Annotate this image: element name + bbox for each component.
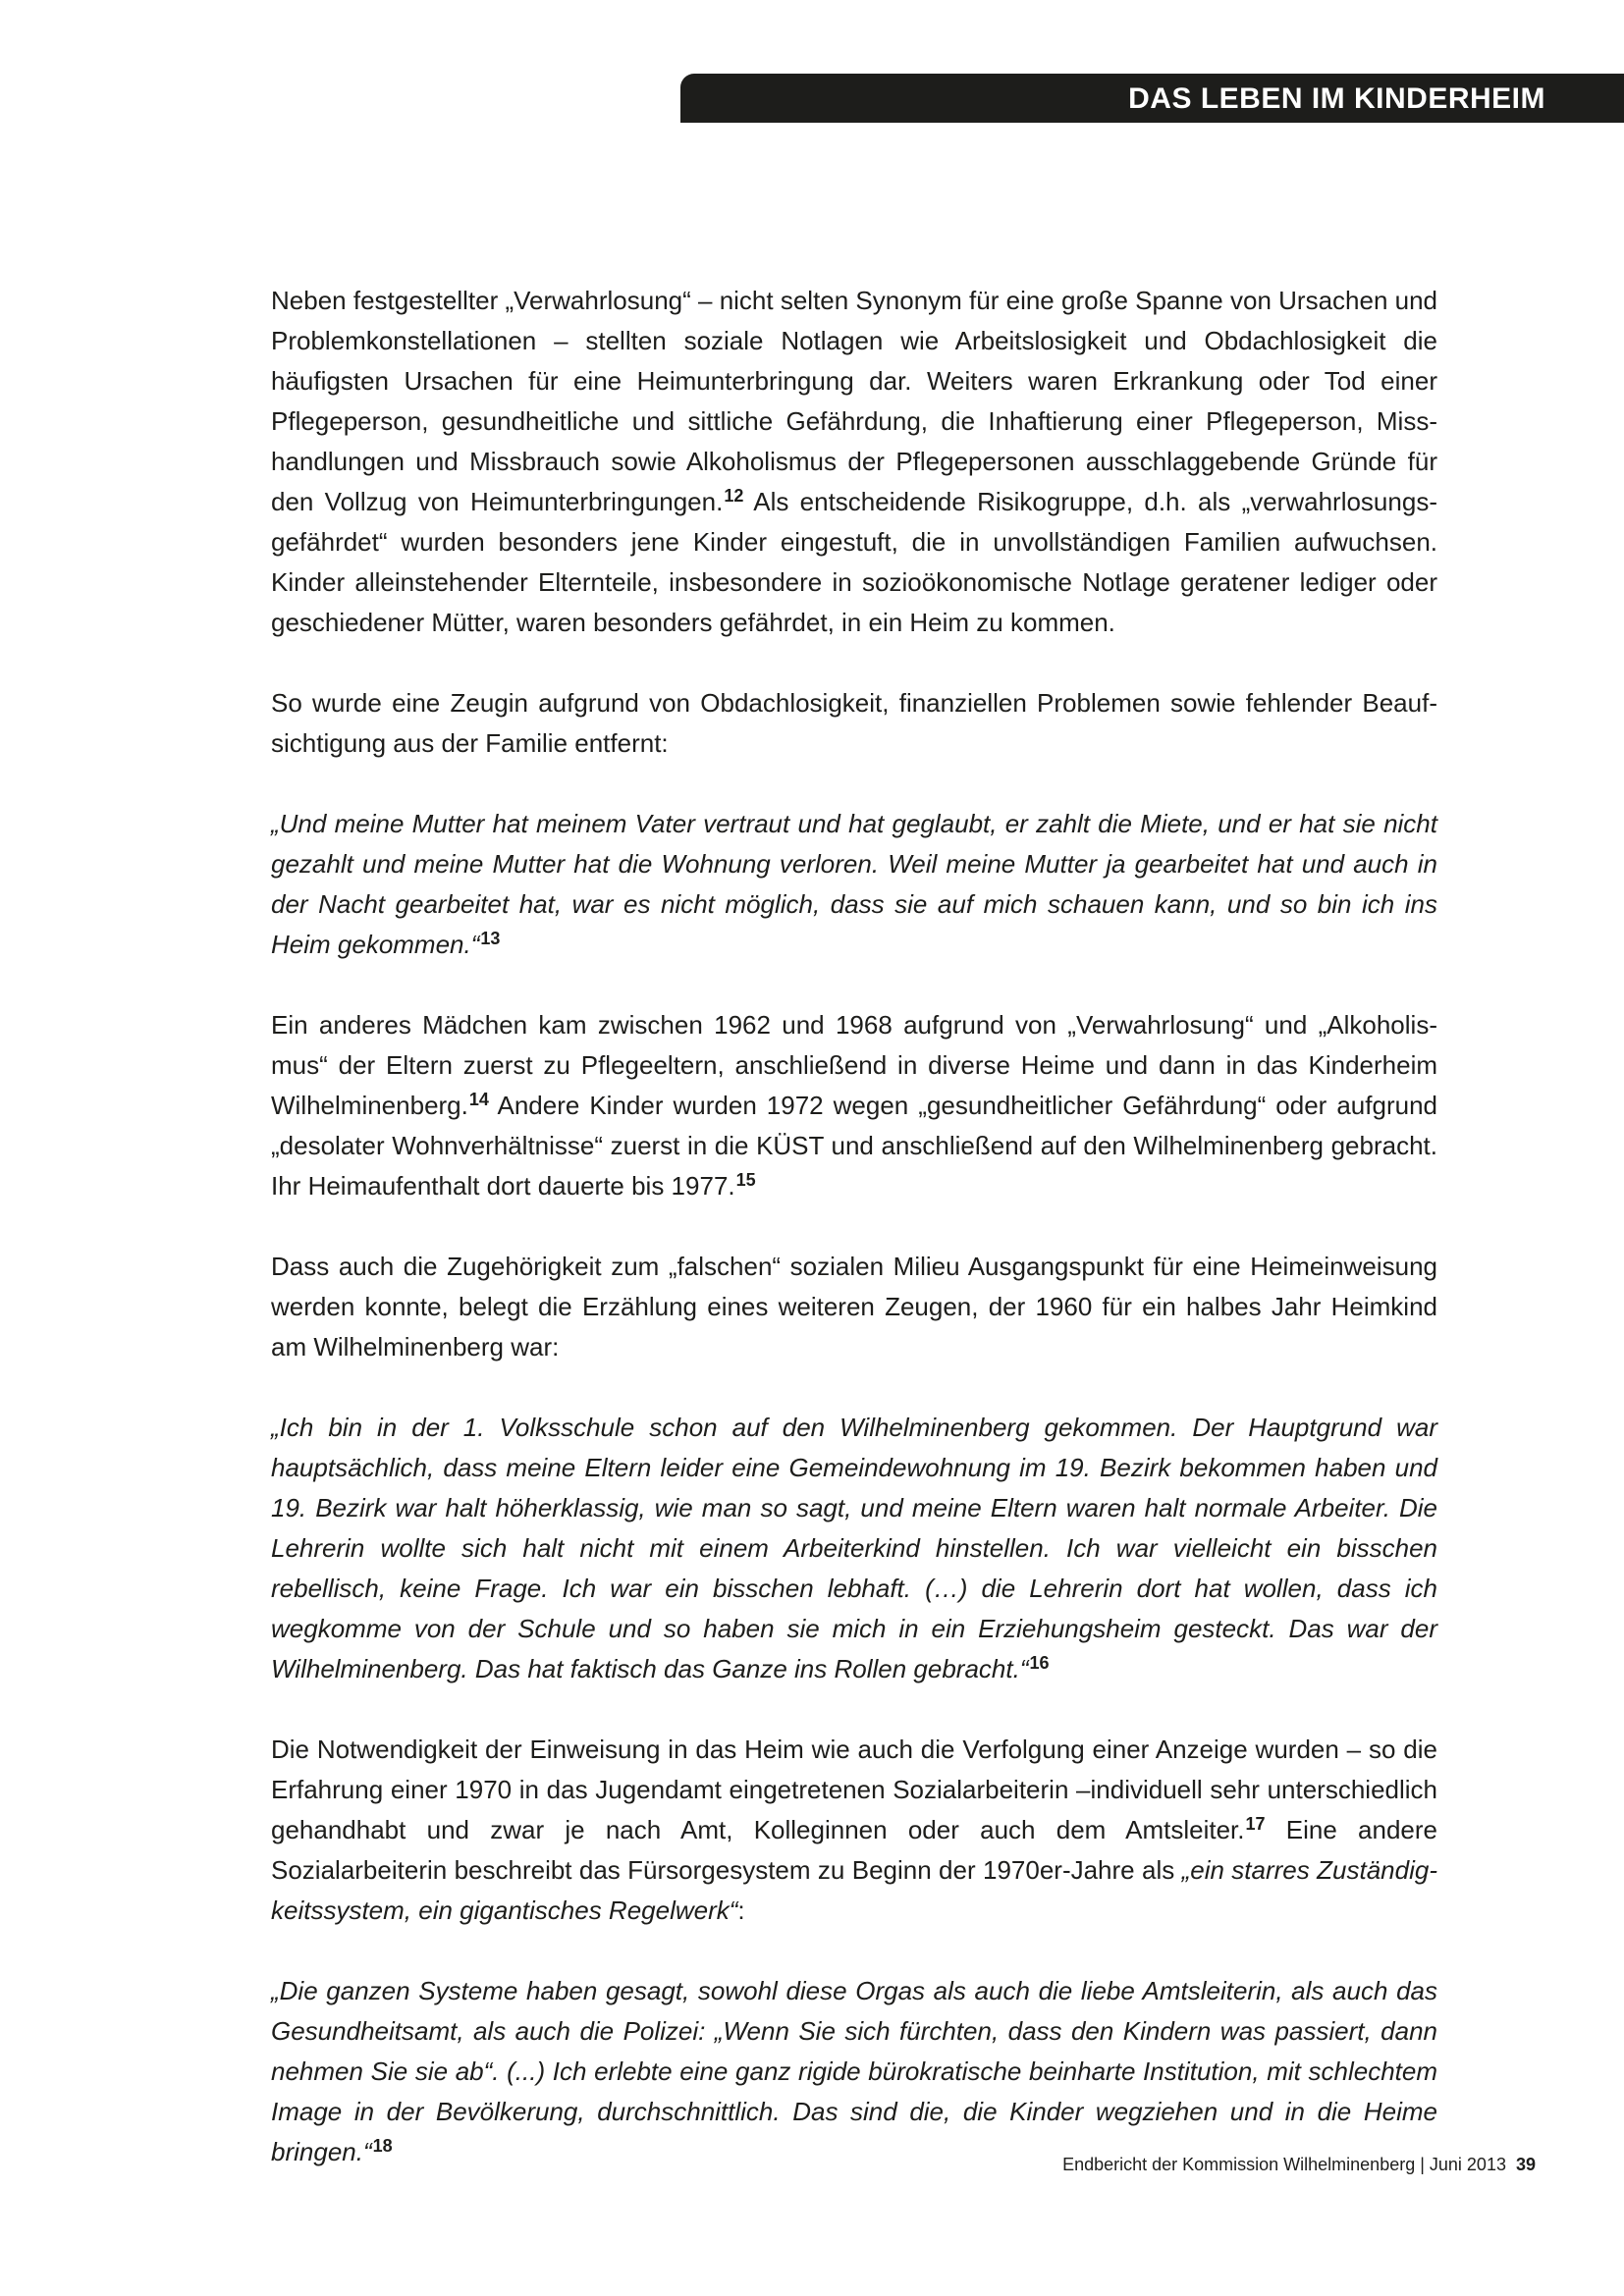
quote-2-text: „Ich bin in der 1. Volksschule schon auf den Wilhelminenberg gekommen. Der Hauptgrund war hauptsächlich, dass meine Eltern leider eine Gemeindewohnung im 19. Bezirk bekommen haben und 19. Bezirk war halt höherklassig, wie man so sagt, und meine Eltern waren halt normale Arbeiter. Die Lehrerin wollte sich halt nicht mit einem Arbeiterkind hinstellen. Ich war vielleicht ein bisschen rebellisch, keine Frage. Ich war ein bisschen lebhaft. (…) die Lehrerin dort hat wollen, dass ich wegkomme von der Schule und so haben sie mich in ein Erziehungsheim gesteckt. Das war der Wilhelminenberg. Das hat faktisch das Ganze ins Rollen gebracht.“ (271, 1413, 1437, 1683)
footnote-ref-18[interactable]: 18 (372, 2136, 393, 2156)
paragraph-3 (271, 1005, 1437, 1206)
quote-1 (271, 804, 1437, 965)
body-text (271, 281, 1437, 2172)
footnote-ref-12[interactable]: 12 (724, 486, 744, 506)
paragraph-3-text-cont: Andere Kinder wurden 1972 wegen „gesundheitlicher Gefährdung“ oder aufgrund „desolater Wohnverhältnisse“ zuerst in die KÜST und anschließend auf den Wilhelminenberg gebracht. Ihr Heimaufenthalt dort dauerte bis 1977. (271, 1091, 1437, 1201)
paragraph-3-text: Ein anderes Mädchen kam zwischen 1962 und 1968 aufgrund von „Verwahrlosung“ und „Alkoholismus“ der Eltern zuerst zu Pflegeeltern, anschließend in diverse Heime und dann in das Kinderheim Wilhelminenberg. (271, 1010, 1437, 1120)
header-bar (680, 74, 1624, 123)
paragraph-5-italic-quote: „ein starres Zuständigkeitssystem, ein gigantisches Regelwerk“ (271, 1855, 1437, 1925)
quote-1-text: „Und meine Mutter hat meinem Vater vertraut und hat geglaubt, er zahlt die Miete, und er hat sie nicht gezahlt und meine Mutter hat die Wohnung verloren. Weil meine Mutter ja gearbeitet hat und auch in der Nacht gearbeitet hat, war es nicht möglich, dass sie auf mich schauen kann, und so bin ich ins Heim gekommen.“ (271, 809, 1437, 959)
paragraph-1 (271, 281, 1437, 643)
page-number: 39 (1515, 2155, 1536, 2174)
footer-text: Endbericht der Kommission Wilhelminenberg | Juni 2013 (1062, 2155, 1506, 2174)
paragraph-4 (271, 1247, 1437, 1367)
paragraph-1-text: Neben festgestellter „Verwahrlosung“ – nicht selten Synonym für eine große Spanne von Ursachen und Problemkonstellationen – stellten soziale Notlagen wie Arbeitslosigkeit und Obdachlosigkeit die häufigsten Ursachen für eine Heimunterbringung dar. Weiters waren Erkrankung oder Tod einer Pflegeperson, gesundheitliche und sittliche Gefährdung, die Inhaftierung einer Pflegeperson, Misshandlungen und Missbrauch sowie Alkoholismus der Pflegepersonen ausschlaggebende Gründe für den Vollzug von Heimunterbringungen. (271, 286, 1438, 516)
footnote-ref-17[interactable]: 17 (1245, 1814, 1266, 1834)
footnote-ref-14[interactable]: 14 (468, 1090, 489, 1109)
paragraph-2 (271, 683, 1437, 764)
quote-2 (271, 1408, 1437, 1689)
paragraph-4-text: Dass auch die Zugehörigkeit zum „falschen“ sozialen Milieu Ausgangspunkt für eine Heimeinweisung werden konnte, belegt die Erzählung eines weiteren Zeugen, der 1960 für ein halbes Jahr Heimkind am Wilhelminenberg war: (271, 1252, 1437, 1362)
footnote-ref-16[interactable]: 16 (1029, 1653, 1050, 1673)
paragraph-2-text: So wurde eine Zeugin aufgrund von Obdachlosigkeit, finanziellen Problemen sowie fehlender Beaufsichtigung aus der Familie entfernt: (271, 688, 1437, 758)
quote-3 (271, 1971, 1437, 2172)
paragraph-5-text-end: : (737, 1896, 745, 1925)
paragraph-5-text: Die Notwendigkeit der Einweisung in das Heim wie auch die Verfolgung einer Anzeige wurden – so die Erfahrung einer 1970 in das Jugendamt eingetretenen Sozialarbeiterin –individuell sehr unterschiedlich gehandhabt und zwar je nach Amt, Kolleginnen oder auch dem Amtsleiter. (271, 1735, 1437, 1844)
paragraph-5 (271, 1730, 1437, 1931)
page-footer (1062, 2155, 1536, 2175)
quote-3-text: „Die ganzen Systeme haben gesagt, sowohl diese Orgas als auch die liebe Amtsleiterin, als auch das Gesundheitsamt, als auch die Polizei: „Wenn Sie sich fürchten, dass den Kindern was passiert, dann nehmen Sie sie ab“. (...) Ich erlebte eine ganz rigide bürokratische beinharte Institution, mit schlechtem Image in der Bevölkerung, durchschnittlich. Das sind die, die Kinder wegziehen und in die Heime bringen.“ (271, 1976, 1437, 2166)
footnote-ref-15[interactable]: 15 (735, 1170, 756, 1190)
paragraph-5-text-cont: Eine andere Sozialarbeiterin beschreibt das Fürsorgesystem zu Beginn der 1970er-Jahre als (271, 1815, 1437, 1885)
paragraph-1-text-cont: Als entscheidende Risikogruppe, d.h. als „verwahrlosungsgefährdet“ wurden besonders jene Kinder eingestuft, die in unvollständigen Familien aufwuchsen. Kinder alleinstehender Elternteile, insbesondere in sozioökonomische Notlage geratener lediger oder geschiedener Mütter, waren besonders gefährdet, in ein Heim zu kommen. (271, 487, 1437, 637)
section-title: DAS LEBEN IM KINDERHEIM (1128, 82, 1545, 115)
footnote-ref-13[interactable]: 13 (480, 929, 501, 948)
